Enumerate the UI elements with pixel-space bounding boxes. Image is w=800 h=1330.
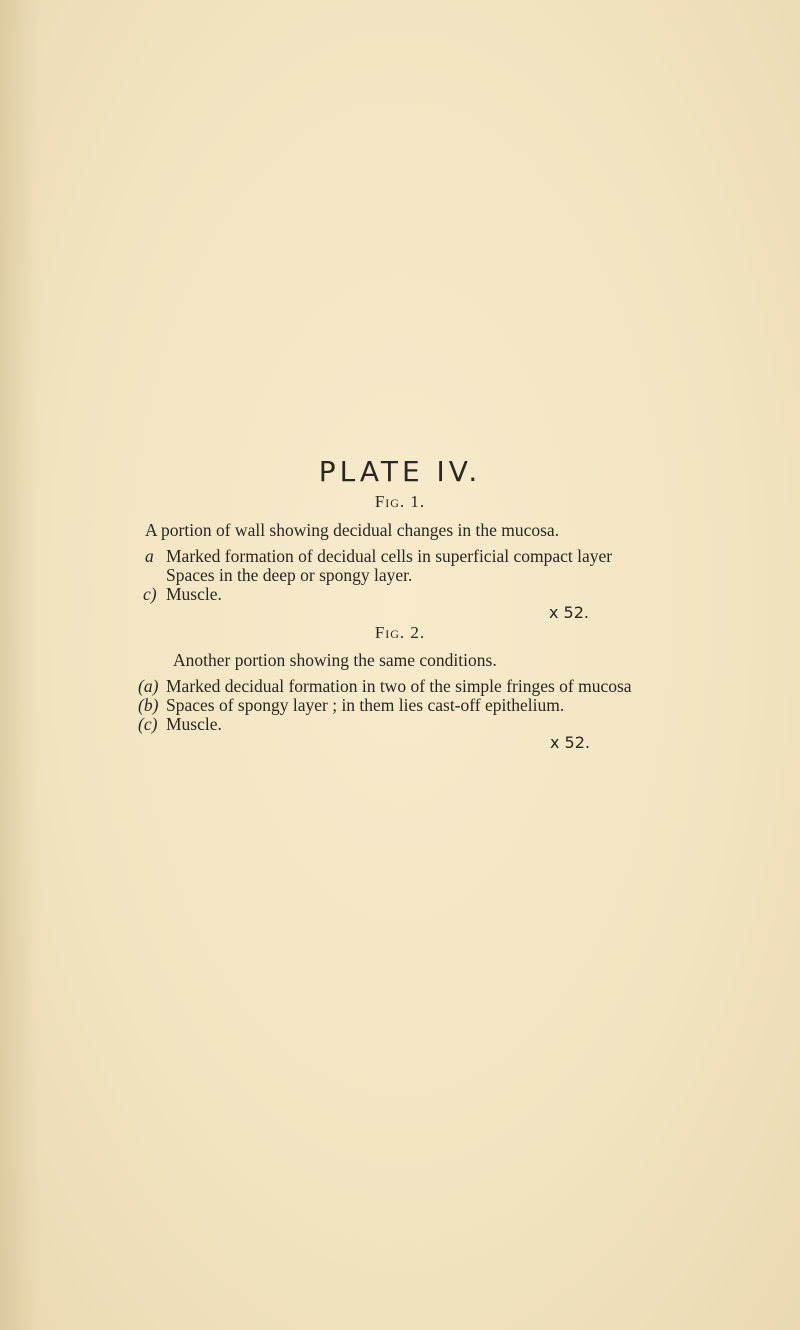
fig2-item-c-marker: (c) — [138, 714, 158, 734]
fig1-item-c-marker: c) — [143, 584, 157, 604]
fig2-heading: Fig. 2. — [374, 623, 426, 642]
fig2-item-b-text: Spaces of spongy layer ; in them lies cast-off epithelium. — [166, 695, 565, 715]
fig2-caption: Another portion showing the same conditions. — [173, 650, 497, 670]
fig2-item-a-marker: (a) — [138, 676, 159, 696]
fig2-item-b-marker: (b) — [138, 695, 159, 715]
fig1-item-a-text: Marked formation of decidual cells in superficial compact layer — [166, 546, 613, 566]
fig1-item-c-text: Muscle. — [166, 584, 222, 604]
fig2-item-a-text: Marked decidual formation in two of the simple fringes of mucosa — [166, 676, 632, 696]
fig1-item-b-text: Spaces in the deep or spongy layer. — [166, 565, 413, 585]
fig1-item-a-marker: a — [145, 546, 154, 566]
fig1-heading: Fig. 1. — [374, 492, 426, 511]
fig1-magnification: x 52. — [549, 603, 589, 622]
fig2-item-c-text: Muscle. — [166, 714, 222, 734]
fig1-caption: A portion of wall showing decidual changes in the mucosa. — [145, 520, 560, 540]
plate-title: PLATE IV. — [318, 455, 482, 488]
fig2-magnification: x 52. — [550, 733, 590, 752]
